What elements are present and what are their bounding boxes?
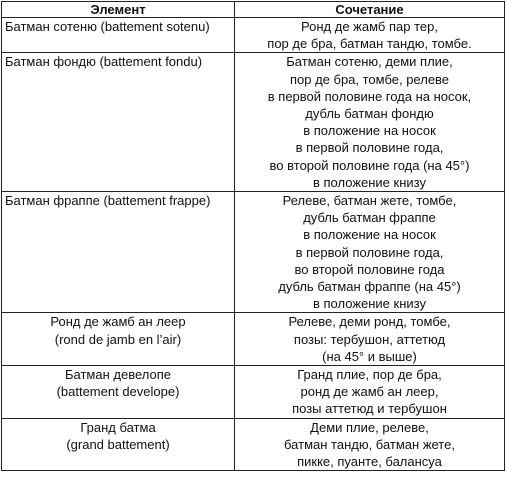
element-text-line: Батман фондю (battement fondu) [5,54,203,70]
combination-cell [235,418,505,471]
element-cell [2,18,235,53]
element-text-line: Гранд батма [80,419,156,435]
combination-text-line: Батман сотеню, деми плие, [286,54,453,70]
combination-text-line: в первой половине года, [295,140,444,156]
combination-text-line: Гранд плие, пор де бра, [297,367,442,383]
table-body [2,18,505,471]
table-row [2,53,505,192]
combination-cell [235,192,505,313]
combination-text-line: батман тандю, батман жете, [284,436,455,452]
combination-text-line: Релеве, батман жете, томбе, [282,193,457,209]
combination-cell [235,366,505,419]
combination-text-line: Релеве, деми ронд, томбе, [288,314,451,330]
table-row [2,18,505,53]
combination-text-line: в положение на носок [303,227,436,243]
table-row [2,366,505,419]
combination-text-line: во второй половине года [294,261,445,277]
combination-cell [235,313,505,366]
combination-text-line: в положение книзу [313,174,426,190]
table-row [2,313,505,366]
combination-text-line: позы аттетюд и тербушон [292,401,447,417]
combination-text-line: во второй половине года (на 45°) [269,157,470,173]
table-header-row [2,2,505,18]
header-combination: Сочетание [235,2,505,18]
element-cell [2,313,235,366]
element-cell [2,418,235,471]
header-element: Элемент [2,2,235,18]
combination-text-line: пикке, пуанте, балансуа [297,454,442,470]
combination-text-line: пор де бра, томбе, релеве [289,71,450,87]
element-text-line: Батман девелопе [65,367,171,383]
combination-text-line: дубль батман фраппе (на 45°) [278,279,461,295]
element-text-line: (battement develope) [56,384,180,400]
table-row [2,418,505,471]
combination-text-line: (на 45° и выше) [322,348,417,364]
combination-text-line: ронд де жамб ан леер, [300,384,439,400]
element-cell [2,192,235,313]
element-text-line: (rond de jamb en l’air) [54,331,182,347]
element-text-line: (grand battement) [66,436,170,452]
element-text-line: Ронд де жамб ан леер [50,314,186,330]
combination-text-line: Ронд де жамб пар тер, [301,19,438,34]
element-cell [2,366,235,419]
combination-text-line: позы: тербушон, аттетюд [293,331,446,347]
combination-text-line: пор де бра, батман тандю, томбе. [267,36,472,52]
combination-cell [235,53,505,192]
combination-cell [235,18,505,53]
combination-text-line: в положение книзу [313,296,426,312]
combination-text-line: в первой половине года, [295,244,444,260]
table-row [2,192,505,313]
element-text-line: Батман фраппе (battement frappe) [5,193,211,209]
combinations-table [1,1,505,471]
combination-text-line: в первой половине года на носок, [267,88,472,104]
combination-text-line: дубль батман фондю [305,106,434,122]
combination-text-line: в положение на носок [303,123,436,139]
element-cell [2,53,235,192]
element-text-line: Батман сотеню (battement sotenu) [5,19,210,34]
combination-text-line: дубль батман фраппе [303,210,436,226]
combination-text-line: Деми плие, релеве, [310,419,429,435]
